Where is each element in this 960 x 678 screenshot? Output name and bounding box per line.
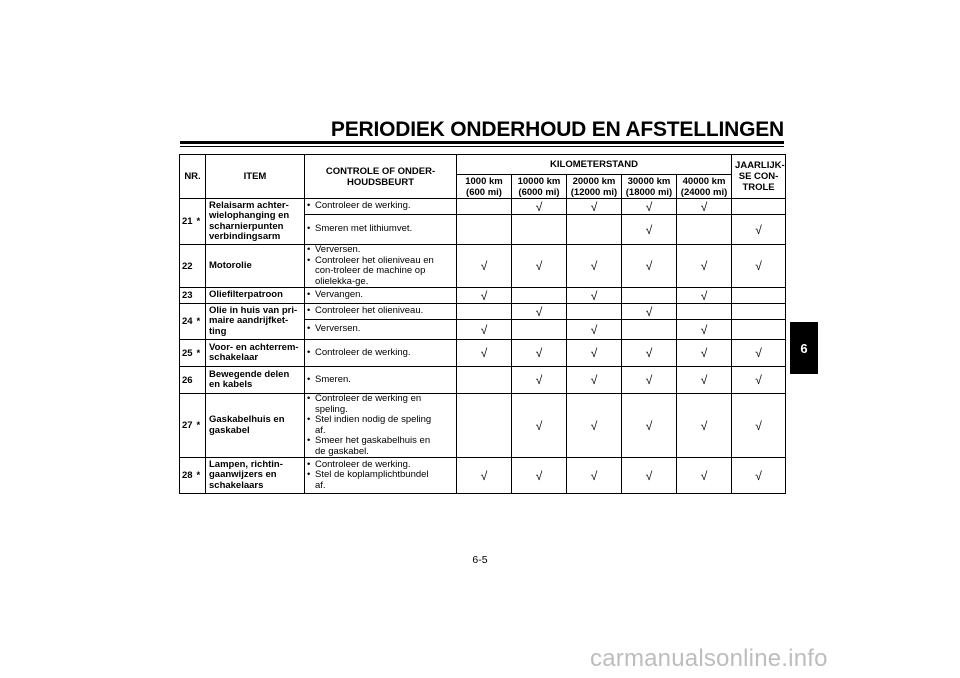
check-cell <box>457 458 512 494</box>
check-cell <box>512 245 567 288</box>
row-actions <box>305 288 445 304</box>
header-mi-value: (12000 mi) <box>570 186 618 198</box>
check-mark: √ <box>535 304 543 319</box>
check-cell <box>567 304 622 320</box>
check-cell <box>622 215 677 245</box>
action-spacer <box>445 394 457 458</box>
check-mark: √ <box>480 288 488 303</box>
header-km-value: 20000 km <box>572 175 616 187</box>
header-km-value: 1000 km <box>465 175 503 187</box>
action-spacer <box>445 288 457 304</box>
check-cell <box>732 458 786 494</box>
action-spacer <box>445 245 457 288</box>
check-mark: √ <box>480 346 488 360</box>
table-row <box>180 199 786 215</box>
check-mark: √ <box>590 418 598 433</box>
check-cell <box>512 199 567 215</box>
action-item: • Smeren met lithiumvet. <box>307 224 442 235</box>
row-actions <box>305 340 445 367</box>
check-mark: √ <box>535 373 543 387</box>
row-item: Voor- en achterrem-schakelaar <box>206 340 305 367</box>
header-km-column <box>677 175 732 199</box>
action-spacer <box>445 458 457 494</box>
check-cell <box>622 394 677 458</box>
check-mark: √ <box>700 346 708 360</box>
check-cell <box>567 367 622 394</box>
action-spacer <box>445 320 457 340</box>
watermark: carmanualsonline.info <box>590 645 828 672</box>
dealer-service-star <box>197 245 206 288</box>
check-mark: √ <box>755 418 762 433</box>
header-km-column <box>457 175 512 199</box>
dealer-service-star: * <box>197 394 206 458</box>
check-cell <box>622 288 677 304</box>
check-cell <box>567 199 622 215</box>
header-km-column <box>512 175 567 199</box>
check-mark: √ <box>535 259 543 273</box>
header-mi-value: (24000 mi) <box>680 186 728 198</box>
check-cell <box>457 304 512 320</box>
check-cell <box>677 458 732 494</box>
action-item: • Verversen. <box>307 245 442 256</box>
check-mark: √ <box>535 346 543 360</box>
dealer-service-star: * <box>197 304 206 340</box>
check-cell <box>677 288 732 304</box>
dealer-service-star: * <box>197 340 206 367</box>
check-cell <box>457 340 512 367</box>
check-cell <box>622 367 677 394</box>
row-number: 27 <box>180 394 197 458</box>
page-title: PERIODIEK ONDERHOUD EN AFSTELLINGEN <box>330 118 784 141</box>
action-item: • Verversen. <box>307 324 442 335</box>
check-cell <box>622 458 677 494</box>
check-cell <box>732 320 786 340</box>
check-mark: √ <box>645 199 653 214</box>
check-mark: √ <box>645 222 653 237</box>
check-mark: √ <box>590 373 598 387</box>
check-mark: √ <box>700 322 708 337</box>
action-item: • Vervangen. <box>307 290 442 301</box>
row-actions <box>305 199 445 215</box>
check-mark: √ <box>645 346 653 360</box>
header-km-value: 30000 km <box>627 175 671 187</box>
check-cell <box>457 367 512 394</box>
header-annual: JAARLIJK-SE CON-TROLE <box>732 155 786 199</box>
row-number: 26 <box>180 367 197 394</box>
check-cell <box>512 458 567 494</box>
check-mark: √ <box>590 346 598 360</box>
check-cell <box>677 304 732 320</box>
row-actions <box>305 320 445 340</box>
check-mark: √ <box>480 259 488 273</box>
check-cell <box>677 215 732 245</box>
header-mi-value: (6000 mi) <box>518 186 560 198</box>
row-item: Bewegende delen en kabels <box>206 367 305 394</box>
row-number: 22 <box>180 245 197 288</box>
dealer-service-star: * <box>197 199 206 245</box>
dealer-service-star: * <box>197 458 206 494</box>
check-cell <box>512 340 567 367</box>
check-mark: √ <box>645 418 653 433</box>
check-mark: √ <box>535 468 543 483</box>
check-mark: √ <box>700 288 708 303</box>
row-item: Lampen, richtin-gaanwijzers en schakelaars <box>206 458 305 494</box>
row-actions <box>305 367 445 394</box>
check-cell <box>677 394 732 458</box>
check-cell <box>732 245 786 288</box>
table-row <box>180 394 786 458</box>
check-cell <box>567 394 622 458</box>
row-actions <box>305 245 445 288</box>
row-item: Gaskabelhuis en gaskabel <box>206 394 305 458</box>
dealer-service-star <box>197 288 206 304</box>
check-cell <box>677 367 732 394</box>
row-actions <box>305 394 445 458</box>
row-item: Relaisarm achter-wielophanging en scharnierpunten verbindingsarm <box>206 199 305 245</box>
table-row <box>180 340 786 367</box>
row-item: Olie in huis van pri-maire aandrijfket-ting <box>206 304 305 340</box>
title-rule-thick <box>180 141 784 144</box>
header-mi-value: (18000 mi) <box>625 186 673 198</box>
check-mark: √ <box>755 346 762 360</box>
check-mark: √ <box>480 322 488 337</box>
check-cell <box>732 215 786 245</box>
row-number: 21 <box>180 199 197 245</box>
header-km-column <box>622 175 677 199</box>
row-actions <box>305 458 445 494</box>
check-mark: √ <box>755 222 762 237</box>
row-number: 24 <box>180 304 197 340</box>
check-cell <box>732 340 786 367</box>
check-cell <box>512 304 567 320</box>
check-mark: √ <box>645 259 653 273</box>
check-mark: √ <box>590 468 598 483</box>
chapter-tab[interactable]: 6 <box>790 322 818 374</box>
row-number: 25 <box>180 340 197 367</box>
check-cell <box>622 340 677 367</box>
check-cell <box>567 215 622 245</box>
action-item: • Controleer het olieniveau. <box>307 306 442 317</box>
check-cell <box>512 394 567 458</box>
check-cell <box>512 367 567 394</box>
check-cell <box>732 288 786 304</box>
check-cell <box>622 245 677 288</box>
page-number: 6-5 <box>472 554 488 566</box>
action-item: • Controleer de werking. <box>307 460 442 471</box>
check-cell <box>622 320 677 340</box>
check-mark: √ <box>645 304 653 319</box>
row-number: 28 <box>180 458 197 494</box>
action-item: • Controleer de werking. <box>307 348 442 359</box>
check-cell <box>677 245 732 288</box>
action-item: • Controleer de werking en speling. <box>307 394 442 415</box>
check-cell <box>512 288 567 304</box>
check-mark: √ <box>645 468 653 483</box>
check-cell <box>732 199 786 215</box>
action-item: • Stel indien nodig de speling af. <box>307 415 442 436</box>
check-cell <box>512 215 567 245</box>
check-mark: √ <box>535 199 543 214</box>
check-cell <box>567 320 622 340</box>
check-cell <box>567 458 622 494</box>
check-mark: √ <box>590 259 598 273</box>
row-actions <box>305 215 445 245</box>
check-cell <box>457 288 512 304</box>
check-cell <box>677 340 732 367</box>
row-item: Motorolie <box>206 245 305 288</box>
check-cell <box>512 320 567 340</box>
header-km-value: 40000 km <box>682 175 726 187</box>
check-mark: √ <box>590 288 598 303</box>
action-item: • Controleer het olieniveau en con-troleer de machine op olielekka-ge. <box>307 256 442 288</box>
row-number: 23 <box>180 288 197 304</box>
check-cell <box>622 304 677 320</box>
check-cell <box>677 199 732 215</box>
action-item: • Stel de koplamplichtbundel af. <box>307 470 442 491</box>
header-km-value: 10000 km <box>517 175 561 187</box>
table-row <box>180 458 786 494</box>
check-mark: √ <box>700 259 708 273</box>
row-actions <box>305 304 445 320</box>
check-cell <box>457 215 512 245</box>
header-km-group: KILOMETERSTAND <box>457 155 732 175</box>
check-mark: √ <box>755 259 762 273</box>
header-nr: NR. <box>180 155 206 199</box>
dealer-service-star <box>197 367 206 394</box>
check-mark: √ <box>755 373 762 387</box>
check-mark: √ <box>700 418 708 433</box>
check-mark: √ <box>700 468 708 483</box>
check-mark: √ <box>535 418 543 433</box>
check-cell <box>457 394 512 458</box>
check-mark: √ <box>480 468 488 483</box>
check-mark: √ <box>700 199 708 214</box>
action-spacer <box>445 367 457 394</box>
action-spacer <box>445 215 457 245</box>
check-mark: √ <box>590 199 598 214</box>
check-cell <box>567 288 622 304</box>
check-cell <box>567 340 622 367</box>
check-mark: √ <box>590 322 598 337</box>
check-cell <box>732 394 786 458</box>
action-item: • Controleer de werking. <box>307 201 442 212</box>
action-item: • Smeer het gaskabelhuis en de gaskabel. <box>307 436 442 457</box>
check-cell <box>622 199 677 215</box>
table-row <box>180 288 786 304</box>
header-check: CONTROLE OF ONDER-HOUDSBEURT <box>305 155 457 199</box>
check-cell <box>732 304 786 320</box>
title-rule-thin <box>180 146 784 147</box>
check-cell <box>457 199 512 215</box>
check-cell <box>677 320 732 340</box>
check-mark: √ <box>645 373 653 387</box>
check-cell <box>457 245 512 288</box>
table-row <box>180 304 786 320</box>
check-mark: √ <box>755 468 762 483</box>
action-spacer <box>445 304 457 320</box>
action-spacer <box>445 199 457 215</box>
header-km-column <box>567 175 622 199</box>
table-row <box>180 245 786 288</box>
check-cell <box>457 320 512 340</box>
action-item: • Smeren. <box>307 375 442 386</box>
row-item: Oliefilterpatroon <box>206 288 305 304</box>
check-cell <box>567 245 622 288</box>
check-mark: √ <box>700 373 708 387</box>
header-mi-value: (600 mi) <box>466 186 502 198</box>
header-item: ITEM <box>206 155 305 199</box>
table-row <box>180 367 786 394</box>
check-cell <box>732 367 786 394</box>
action-spacer <box>445 340 457 367</box>
maintenance-table <box>179 154 786 494</box>
